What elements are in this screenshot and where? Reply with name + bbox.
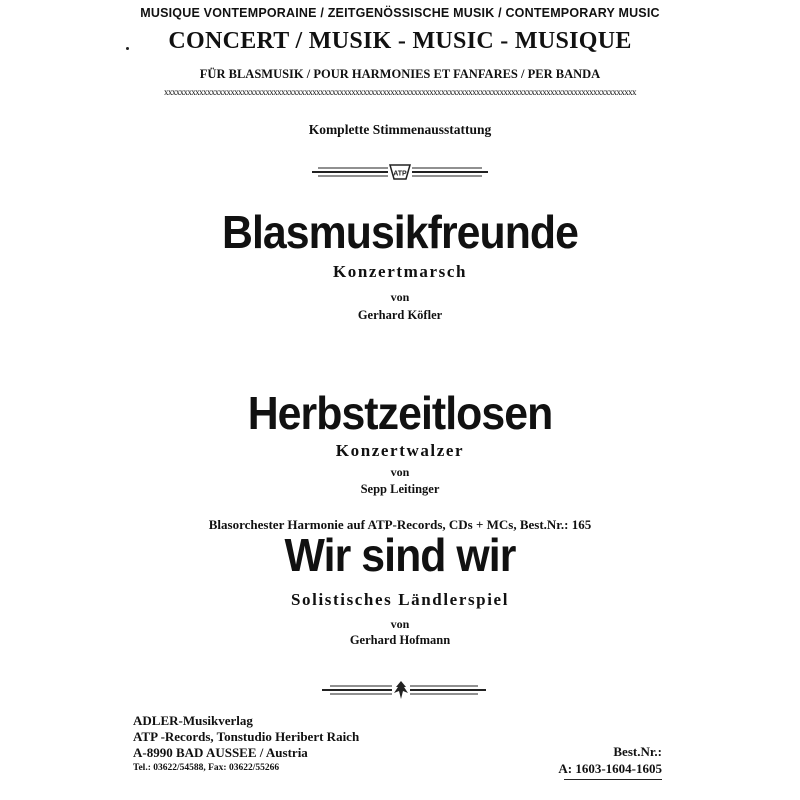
piece-2-title: Herbstzeitlosen: [247, 387, 553, 439]
ornament-top: [0, 161, 800, 183]
eagle-emblem-icon: [394, 681, 408, 699]
order-block: [558, 743, 662, 777]
piece-3-by: von: [390, 617, 410, 631]
edition-subtitle: Komplette Stimmenausstattung: [308, 122, 492, 137]
piece-3-composer: Gerhard Hofmann: [349, 633, 451, 647]
piece-3-title: Wir sind wir: [284, 529, 516, 581]
publisher-block: [133, 713, 359, 775]
ornament-bottom: [0, 679, 800, 701]
piece-1-composer: Gerhard Köfler: [357, 308, 443, 322]
atp-logo-text: ATP: [393, 170, 407, 178]
recording-note: Blasorchester Harmonie auf ATP-Records, CDs + MCs, Best.Nr.: 165: [208, 517, 592, 532]
piece-2-genre: Konzertwalzer: [335, 441, 465, 460]
publisher-name: ADLER-Musikverlag: [133, 713, 253, 728]
order-number: A: 1603-1604-1605: [558, 761, 662, 776]
piece-1-genre: Konzertmarsch: [332, 262, 468, 281]
header-languages-line: MUSIQUE VONTEMPORAINE / ZEITGENÖSSISCHE MUSIK / CONTEMPORARY MUSIC: [140, 6, 660, 20]
header-separator: xxxxxxxxxxxxxxxxxxxxxxxxxxxxxxxxxxxxxxxxxxxxxxxxxxxxxxxxxxxxxxxxxxxxxxxxxxxxxxxxxxxxxxxxxxxxxxxxxxxxxxxxxxxxxxxxxxxxxxxxx: [164, 87, 636, 97]
publisher-records: ATP -Records, Tonstudio Heribert Raich: [133, 729, 360, 744]
order-label: Best.Nr.:: [613, 744, 662, 759]
publisher-address: A-8990 BAD AUSSEE / Austria: [133, 745, 308, 760]
piece-1-title: Blasmusikfreunde: [221, 206, 578, 258]
piece-1-by: von: [390, 290, 410, 304]
order-underline: [564, 779, 662, 780]
piece-3-genre: Solistisches Ländlerspiel: [290, 590, 510, 609]
piece-2-composer: Sepp Leitinger: [360, 482, 440, 496]
publisher-contact: Tel.: 03622/54588, Fax: 03622/55266: [133, 763, 280, 773]
piece-2-by: von: [390, 465, 410, 479]
header-main-title: CONCERT / MUSIK - MUSIC - MUSIQUE: [168, 28, 632, 54]
header-ensemble-line: FÜR BLASMUSIK / POUR HARMONIES ET FANFARES / PER BANDA: [199, 67, 601, 81]
